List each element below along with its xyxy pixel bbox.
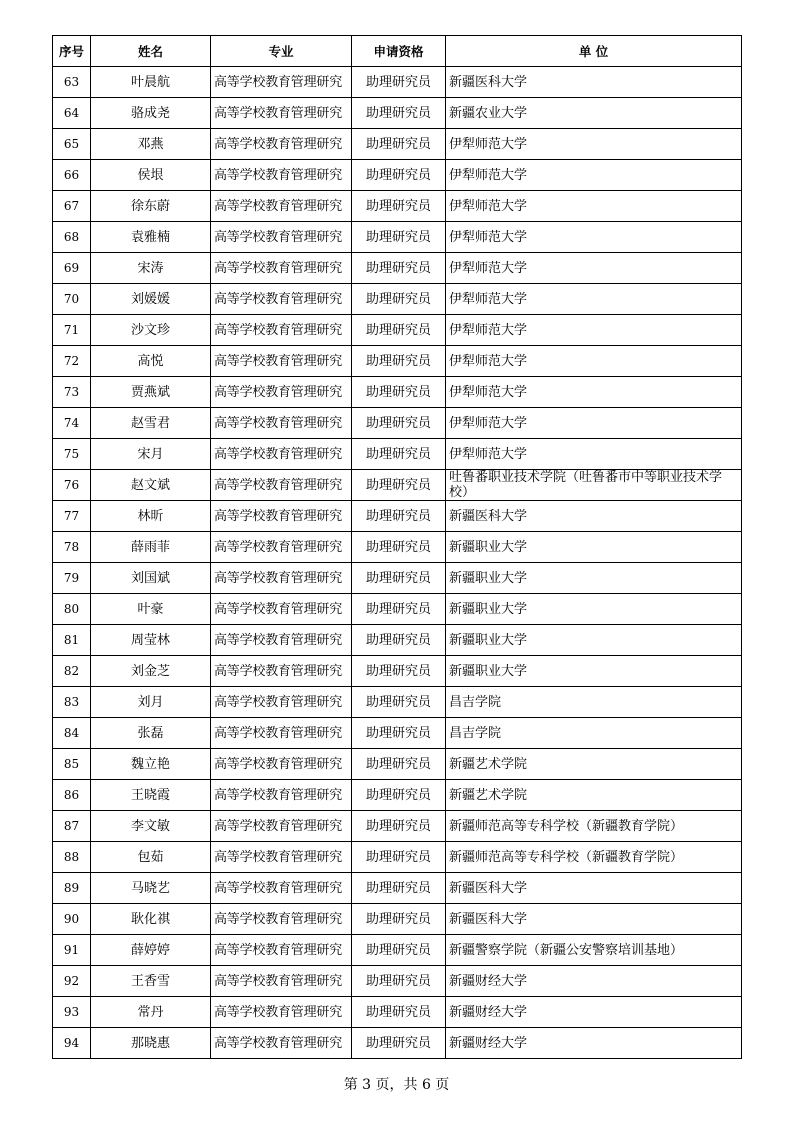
cell-unit: 新疆师范高等专科学校（新疆教育学院） (446, 842, 742, 873)
cell-name: 宋月 (91, 439, 211, 470)
cell-unit: 伊犁师范大学 (446, 191, 742, 222)
cell-qualification: 助理研究员 (352, 904, 446, 935)
cell-major: 高等学校教育管理研究 (211, 997, 352, 1028)
cell-qualification: 助理研究员 (352, 811, 446, 842)
table-row (53, 315, 742, 346)
cell-qualification: 助理研究员 (352, 687, 446, 718)
cell-name: 赵文斌 (91, 470, 211, 501)
cell-qualification: 助理研究员 (352, 873, 446, 904)
cell-major: 高等学校教育管理研究 (211, 656, 352, 687)
cell-unit: 昌吉学院 (446, 718, 742, 749)
cell-name: 高悦 (91, 346, 211, 377)
cell-qualification: 助理研究员 (352, 1028, 446, 1059)
cell-name: 魏立艳 (91, 749, 211, 780)
cell-qualification: 助理研究员 (352, 935, 446, 966)
cell-no: 80 (53, 594, 91, 625)
cell-major: 高等学校教育管理研究 (211, 160, 352, 191)
table-row (53, 67, 742, 98)
cell-qualification: 助理研究员 (352, 222, 446, 253)
cell-major: 高等学校教育管理研究 (211, 501, 352, 532)
cell-qualification: 助理研究员 (352, 408, 446, 439)
cell-major: 高等学校教育管理研究 (211, 98, 352, 129)
cell-unit: 新疆艺术学院 (446, 749, 742, 780)
table-row (53, 563, 742, 594)
table-row (53, 935, 742, 966)
cell-major: 高等学校教育管理研究 (211, 470, 352, 501)
cell-major: 高等学校教育管理研究 (211, 408, 352, 439)
cell-major: 高等学校教育管理研究 (211, 966, 352, 997)
applicant-table (52, 35, 742, 1059)
cell-qualification: 助理研究员 (352, 129, 446, 160)
cell-no: 78 (53, 532, 91, 563)
cell-name: 林昕 (91, 501, 211, 532)
cell-unit: 伊犁师范大学 (446, 253, 742, 284)
cell-unit: 新疆职业大学 (446, 656, 742, 687)
cell-unit: 新疆师范高等专科学校（新疆教育学院） (446, 811, 742, 842)
table-row (53, 470, 742, 501)
cell-unit: 新疆艺术学院 (446, 780, 742, 811)
cell-unit: 伊犁师范大学 (446, 439, 742, 470)
cell-qualification: 助理研究员 (352, 470, 446, 501)
header-row (53, 36, 742, 67)
cell-name: 叶豪 (91, 594, 211, 625)
page-footer: 第 3 页，共 6 页 (343, 1077, 450, 1093)
table-row (53, 811, 742, 842)
cell-no: 93 (53, 997, 91, 1028)
cell-name: 周莹林 (91, 625, 211, 656)
cell-qualification: 助理研究员 (352, 98, 446, 129)
cell-no: 83 (53, 687, 91, 718)
cell-major: 高等学校教育管理研究 (211, 718, 352, 749)
table-row (53, 98, 742, 129)
table-row (53, 749, 742, 780)
cell-unit: 新疆警察学院（新疆公安警察培训基地） (446, 935, 742, 966)
cell-major: 高等学校教育管理研究 (211, 191, 352, 222)
header-no: 序号 (53, 36, 91, 67)
cell-no: 88 (53, 842, 91, 873)
cell-unit: 伊犁师范大学 (446, 222, 742, 253)
cell-name: 包茹 (91, 842, 211, 873)
cell-major: 高等学校教育管理研究 (211, 129, 352, 160)
cell-name: 王晓霞 (91, 780, 211, 811)
table-row (53, 191, 742, 222)
cell-name: 侯垠 (91, 160, 211, 191)
cell-major: 高等学校教育管理研究 (211, 687, 352, 718)
cell-major: 高等学校教育管理研究 (211, 1028, 352, 1059)
table-row (53, 687, 742, 718)
cell-major: 高等学校教育管理研究 (211, 222, 352, 253)
cell-name: 那晓惠 (91, 1028, 211, 1059)
cell-name: 袁雅楠 (91, 222, 211, 253)
cell-no: 87 (53, 811, 91, 842)
cell-qualification: 助理研究员 (352, 749, 446, 780)
cell-name: 王香雪 (91, 966, 211, 997)
table-header (53, 36, 742, 67)
cell-unit: 伊犁师范大学 (446, 346, 742, 377)
cell-unit: 新疆财经大学 (446, 966, 742, 997)
table-row (53, 439, 742, 470)
cell-name: 沙文珍 (91, 315, 211, 346)
cell-qualification: 助理研究员 (352, 532, 446, 563)
cell-no: 92 (53, 966, 91, 997)
header-unit: 单 位 (446, 36, 742, 67)
cell-no: 82 (53, 656, 91, 687)
cell-name: 邓燕 (91, 129, 211, 160)
cell-qualification: 助理研究员 (352, 377, 446, 408)
cell-name: 常丹 (91, 997, 211, 1028)
table-row (53, 594, 742, 625)
cell-major: 高等学校教育管理研究 (211, 904, 352, 935)
cell-no: 72 (53, 346, 91, 377)
table-row (53, 377, 742, 408)
cell-unit: 伊犁师范大学 (446, 284, 742, 315)
cell-qualification: 助理研究员 (352, 563, 446, 594)
cell-major: 高等学校教育管理研究 (211, 873, 352, 904)
cell-major: 高等学校教育管理研究 (211, 811, 352, 842)
cell-name: 赵雪君 (91, 408, 211, 439)
cell-no: 90 (53, 904, 91, 935)
cell-no: 81 (53, 625, 91, 656)
cell-qualification: 助理研究员 (352, 594, 446, 625)
cell-qualification: 助理研究员 (352, 346, 446, 377)
table-row (53, 966, 742, 997)
cell-no: 67 (53, 191, 91, 222)
cell-qualification: 助理研究员 (352, 67, 446, 98)
cell-major: 高等学校教育管理研究 (211, 532, 352, 563)
cell-qualification: 助理研究员 (352, 780, 446, 811)
cell-unit: 伊犁师范大学 (446, 408, 742, 439)
cell-no: 74 (53, 408, 91, 439)
cell-major: 高等学校教育管理研究 (211, 315, 352, 346)
cell-qualification: 助理研究员 (352, 842, 446, 873)
cell-name: 徐东蔚 (91, 191, 211, 222)
cell-no: 64 (53, 98, 91, 129)
cell-major: 高等学校教育管理研究 (211, 253, 352, 284)
cell-unit: 新疆财经大学 (446, 1028, 742, 1059)
cell-name: 薛雨菲 (91, 532, 211, 563)
cell-name: 薛婷婷 (91, 935, 211, 966)
cell-unit: 新疆农业大学 (446, 98, 742, 129)
cell-qualification: 助理研究员 (352, 160, 446, 191)
cell-no: 63 (53, 67, 91, 98)
table-row (53, 346, 742, 377)
cell-name: 宋涛 (91, 253, 211, 284)
table-row (53, 780, 742, 811)
cell-unit: 昌吉学院 (446, 687, 742, 718)
cell-major: 高等学校教育管理研究 (211, 439, 352, 470)
cell-qualification: 助理研究员 (352, 718, 446, 749)
cell-unit: 新疆职业大学 (446, 594, 742, 625)
cell-name: 张磊 (91, 718, 211, 749)
cell-major: 高等学校教育管理研究 (211, 563, 352, 594)
cell-unit: 伊犁师范大学 (446, 129, 742, 160)
table-row (53, 253, 742, 284)
cell-no: 68 (53, 222, 91, 253)
cell-major: 高等学校教育管理研究 (211, 346, 352, 377)
cell-unit: 新疆医科大学 (446, 904, 742, 935)
cell-name: 刘国斌 (91, 563, 211, 594)
cell-unit: 新疆医科大学 (446, 873, 742, 904)
cell-qualification: 助理研究员 (352, 439, 446, 470)
cell-no: 89 (53, 873, 91, 904)
cell-name: 耿化祺 (91, 904, 211, 935)
cell-unit: 伊犁师范大学 (446, 377, 742, 408)
cell-qualification: 助理研究员 (352, 656, 446, 687)
cell-no: 76 (53, 470, 91, 501)
table-body (53, 67, 742, 1059)
table-row (53, 718, 742, 749)
cell-name: 李文敏 (91, 811, 211, 842)
cell-no: 86 (53, 780, 91, 811)
cell-qualification: 助理研究员 (352, 966, 446, 997)
cell-unit: 伊犁师范大学 (446, 315, 742, 346)
cell-major: 高等学校教育管理研究 (211, 842, 352, 873)
cell-major: 高等学校教育管理研究 (211, 377, 352, 408)
cell-unit: 新疆职业大学 (446, 563, 742, 594)
cell-unit: 新疆职业大学 (446, 625, 742, 656)
cell-qualification: 助理研究员 (352, 625, 446, 656)
cell-unit: 新疆医科大学 (446, 501, 742, 532)
cell-major: 高等学校教育管理研究 (211, 749, 352, 780)
table-row (53, 904, 742, 935)
cell-no: 77 (53, 501, 91, 532)
cell-no: 70 (53, 284, 91, 315)
cell-no: 91 (53, 935, 91, 966)
cell-no: 65 (53, 129, 91, 160)
cell-major: 高等学校教育管理研究 (211, 625, 352, 656)
cell-no: 69 (53, 253, 91, 284)
cell-qualification: 助理研究员 (352, 253, 446, 284)
cell-no: 79 (53, 563, 91, 594)
table-row (53, 501, 742, 532)
cell-qualification: 助理研究员 (352, 315, 446, 346)
cell-no: 66 (53, 160, 91, 191)
cell-major: 高等学校教育管理研究 (211, 935, 352, 966)
cell-no: 73 (53, 377, 91, 408)
cell-name: 贾燕斌 (91, 377, 211, 408)
table-row (53, 129, 742, 160)
cell-qualification: 助理研究员 (352, 191, 446, 222)
cell-name: 刘月 (91, 687, 211, 718)
table-row (53, 532, 742, 563)
table-row (53, 997, 742, 1028)
cell-name: 马晓艺 (91, 873, 211, 904)
header-major: 专业 (211, 36, 352, 67)
table-row (53, 408, 742, 439)
table-row (53, 160, 742, 191)
cell-unit: 新疆医科大学 (446, 67, 742, 98)
cell-no: 85 (53, 749, 91, 780)
cell-name: 刘媛媛 (91, 284, 211, 315)
table-row (53, 656, 742, 687)
cell-major: 高等学校教育管理研究 (211, 67, 352, 98)
cell-unit: 新疆职业大学 (446, 532, 742, 563)
table-row (53, 625, 742, 656)
cell-major: 高等学校教育管理研究 (211, 780, 352, 811)
cell-qualification: 助理研究员 (352, 284, 446, 315)
cell-no: 75 (53, 439, 91, 470)
cell-unit: 伊犁师范大学 (446, 160, 742, 191)
cell-name: 刘金芝 (91, 656, 211, 687)
cell-name: 叶晨航 (91, 67, 211, 98)
table-row (53, 284, 742, 315)
table-row (53, 222, 742, 253)
cell-qualification: 助理研究员 (352, 997, 446, 1028)
cell-unit: 吐鲁番职业技术学院（吐鲁番市中等职业技术学校） (446, 470, 742, 501)
cell-major: 高等学校教育管理研究 (211, 594, 352, 625)
header-qualification: 申请资格 (352, 36, 446, 67)
header-name: 姓名 (91, 36, 211, 67)
cell-unit: 新疆财经大学 (446, 997, 742, 1028)
cell-no: 84 (53, 718, 91, 749)
cell-major: 高等学校教育管理研究 (211, 284, 352, 315)
cell-name: 骆成尧 (91, 98, 211, 129)
table-row (53, 873, 742, 904)
table-row (53, 842, 742, 873)
cell-qualification: 助理研究员 (352, 501, 446, 532)
table-row (53, 1028, 742, 1059)
cell-no: 94 (53, 1028, 91, 1059)
cell-no: 71 (53, 315, 91, 346)
